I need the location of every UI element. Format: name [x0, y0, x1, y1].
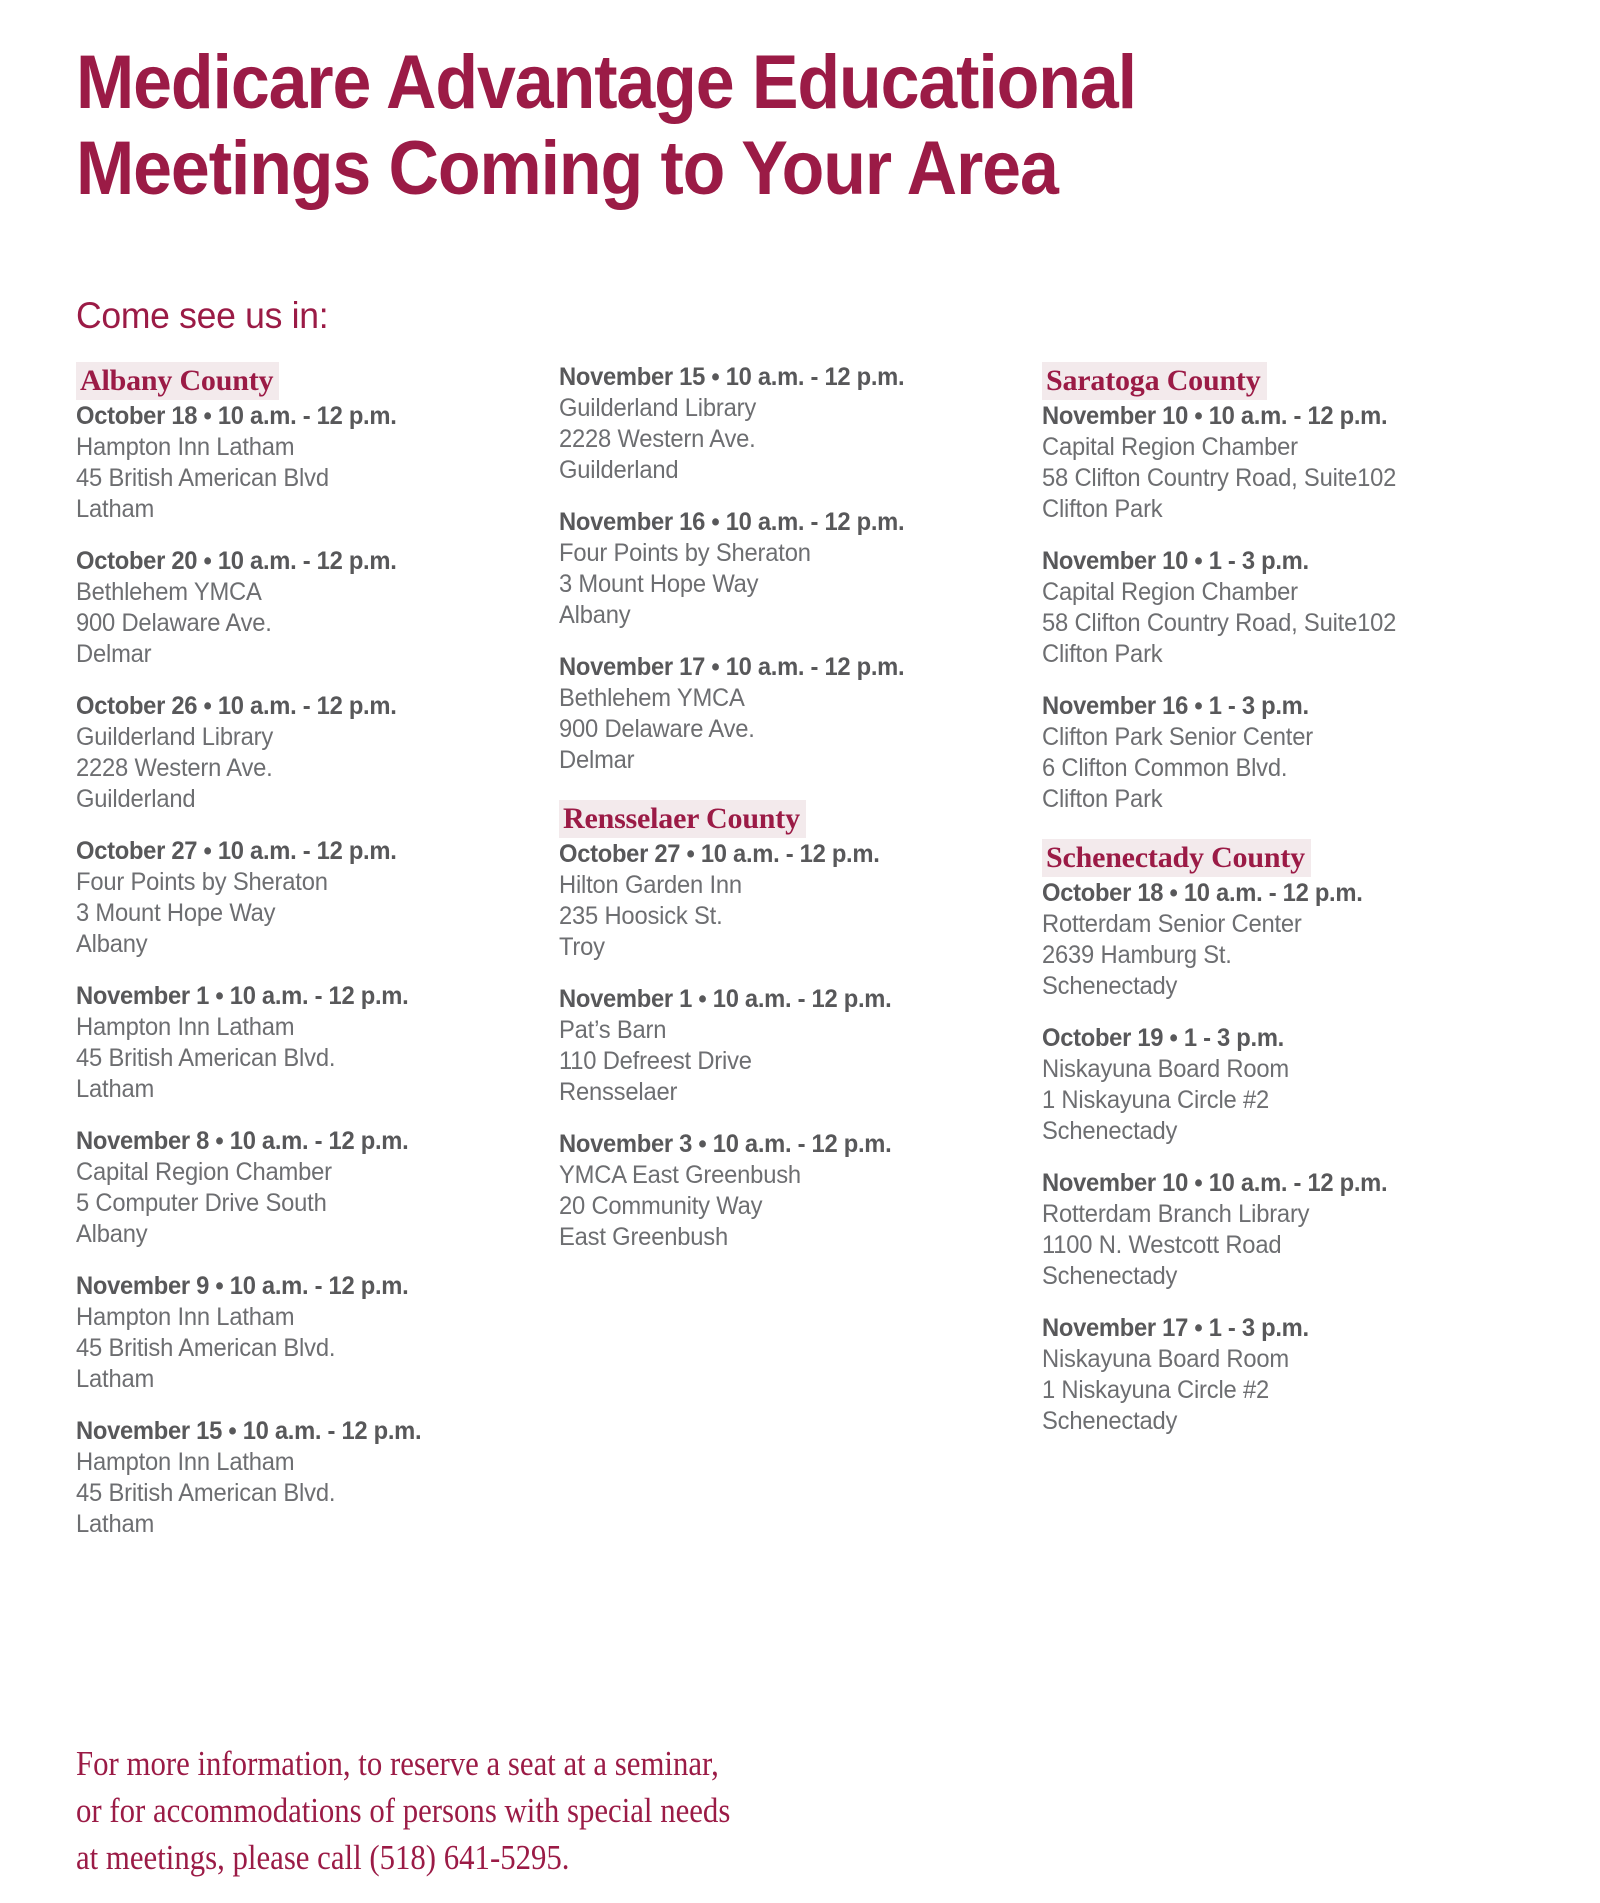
event-venue: Clifton Park Senior Center	[1042, 723, 1313, 751]
county-header: Schenectady County	[1042, 839, 1311, 877]
event-city: Latham	[76, 1510, 155, 1538]
event-venue: Niskayuna Board Room	[1042, 1055, 1290, 1083]
event-street: 3 Mount Hope Way	[76, 899, 276, 927]
event-venue: Niskayuna Board Room	[1042, 1345, 1290, 1373]
event-venue: Hampton Inn Latham	[76, 1303, 295, 1331]
event-venue: Capital Region Chamber	[1042, 433, 1298, 461]
event-date-time: November 10 • 1 - 3 p.m.	[1042, 547, 1309, 575]
event-city: Guilderland	[76, 785, 196, 813]
event-venue: Hilton Garden Inn	[559, 871, 742, 899]
county-header: Albany County	[76, 362, 279, 400]
event-street: 20 Community Way	[559, 1192, 763, 1220]
schedule-column	[76, 362, 481, 1540]
event-street: 2228 Western Ave.	[76, 754, 273, 782]
event-city: Guilderland	[559, 456, 679, 484]
event-venue: Capital Region Chamber	[1042, 578, 1298, 606]
county-block	[559, 800, 964, 1253]
event-entry	[559, 362, 964, 486]
page-title	[76, 40, 1536, 212]
event-city: Albany	[76, 1220, 148, 1248]
event-street: 6 Clifton Common Blvd.	[1042, 754, 1288, 782]
event-entry	[76, 546, 481, 670]
schedule-column	[559, 362, 964, 1253]
event-street: 58 Clifton Country Road, Suite102	[1042, 464, 1397, 492]
event-date-time: November 17 • 10 a.m. - 12 p.m.	[559, 653, 905, 681]
event-city: Troy	[559, 933, 605, 961]
event-date-time: October 27 • 10 a.m. - 12 p.m.	[76, 837, 397, 865]
event-city: Albany	[76, 930, 148, 958]
event-venue: Bethlehem YMCA	[559, 684, 745, 712]
event-date-time: October 20 • 10 a.m. - 12 p.m.	[76, 547, 397, 575]
event-entry	[559, 984, 964, 1108]
event-date-time: November 1 • 10 a.m. - 12 p.m.	[76, 982, 409, 1010]
event-entry	[559, 839, 964, 963]
footer-line-1: For more information, to reserve a seat at a seminar,	[76, 1744, 719, 1783]
event-city: Delmar	[76, 640, 152, 668]
county-block	[1042, 839, 1447, 1437]
event-entry	[76, 1271, 481, 1395]
event-street: 1 Niskayuna Circle #2	[1042, 1376, 1270, 1404]
event-entry	[76, 836, 481, 960]
event-city: Schenectady	[1042, 1407, 1178, 1435]
event-street: 1100 N. Westcott Road	[1042, 1231, 1282, 1259]
event-venue: Pat’s Barn	[559, 1016, 667, 1044]
event-date-time: November 10 • 10 a.m. - 12 p.m.	[1042, 1169, 1388, 1197]
schedule-columns	[76, 362, 1546, 1692]
event-entry	[559, 652, 964, 776]
event-street: 2228 Western Ave.	[559, 425, 756, 453]
county-block	[559, 362, 964, 776]
event-date-time: November 16 • 1 - 3 p.m.	[1042, 692, 1309, 720]
event-date-time: October 18 • 10 a.m. - 12 p.m.	[1042, 879, 1363, 907]
footer-line-2: or for accommodations of persons with special needs	[76, 1791, 731, 1830]
event-street: 45 British American Blvd.	[76, 1334, 336, 1362]
event-city: Latham	[76, 1075, 155, 1103]
event-street: 2639 Hamburg St.	[1042, 941, 1232, 969]
event-date-time: November 17 • 1 - 3 p.m.	[1042, 1314, 1309, 1342]
event-entry	[559, 1129, 964, 1253]
event-city: Clifton Park	[1042, 785, 1163, 813]
event-city: Schenectady	[1042, 1117, 1178, 1145]
event-entry	[1042, 1168, 1447, 1292]
event-entry	[76, 1416, 481, 1540]
event-entry	[1042, 691, 1447, 815]
event-venue: Guilderland Library	[559, 394, 757, 422]
event-venue: Four Points by Sheraton	[76, 868, 328, 896]
footer-line-3: at meetings, please call (518) 641-5295.	[76, 1838, 570, 1877]
event-city: Delmar	[559, 746, 635, 774]
event-street: 900 Delaware Ave.	[559, 715, 755, 743]
event-date-time: October 19 • 1 - 3 p.m.	[1042, 1024, 1284, 1052]
event-city: Albany	[559, 601, 631, 629]
event-street: 3 Mount Hope Way	[559, 570, 759, 598]
county-header: Rensselaer County	[559, 800, 806, 838]
event-date-time: November 10 • 10 a.m. - 12 p.m.	[1042, 402, 1388, 430]
event-date-time: November 15 • 10 a.m. - 12 p.m.	[76, 1417, 422, 1445]
event-venue: Guilderland Library	[76, 723, 274, 751]
county-block	[1042, 362, 1447, 815]
event-date-time: October 27 • 10 a.m. - 12 p.m.	[559, 840, 880, 868]
event-city: Rensselaer	[559, 1078, 678, 1106]
event-venue: Hampton Inn Latham	[76, 1013, 295, 1041]
event-city: Latham	[76, 1365, 155, 1393]
event-city: Schenectady	[1042, 1262, 1178, 1290]
event-street: 110 Defreest Drive	[559, 1047, 752, 1075]
event-street: 5 Computer Drive South	[76, 1189, 327, 1217]
page-title-line-2: Meetings Coming to Your Area	[76, 126, 1058, 211]
event-entry	[1042, 546, 1447, 670]
event-entry	[76, 1126, 481, 1250]
event-street: 45 British American Blvd	[76, 464, 329, 492]
event-venue: Rotterdam Senior Center	[1042, 910, 1302, 938]
event-venue: Capital Region Chamber	[76, 1158, 332, 1186]
event-city: Clifton Park	[1042, 640, 1163, 668]
event-entry	[76, 691, 481, 815]
event-street: 1 Niskayuna Circle #2	[1042, 1086, 1270, 1114]
event-venue: Rotterdam Branch Library	[1042, 1200, 1310, 1228]
event-street: 900 Delaware Ave.	[76, 609, 272, 637]
event-entry	[1042, 878, 1447, 1002]
event-city: Clifton Park	[1042, 495, 1163, 523]
event-date-time: November 8 • 10 a.m. - 12 p.m.	[76, 1127, 409, 1155]
event-entry	[1042, 1313, 1447, 1437]
event-street: 235 Hoosick St.	[559, 902, 723, 930]
event-date-time: October 26 • 10 a.m. - 12 p.m.	[76, 692, 397, 720]
event-venue: Four Points by Sheraton	[559, 539, 811, 567]
event-city: Schenectady	[1042, 972, 1178, 1000]
event-street: 58 Clifton Country Road, Suite102	[1042, 609, 1397, 637]
event-date-time: October 18 • 10 a.m. - 12 p.m.	[76, 402, 397, 430]
event-street: 45 British American Blvd.	[76, 1044, 336, 1072]
event-date-time: November 15 • 10 a.m. - 12 p.m.	[559, 363, 905, 391]
event-street: 45 British American Blvd.	[76, 1479, 336, 1507]
county-block	[76, 362, 481, 1540]
lead-in-text: Come see us in:	[76, 295, 329, 336]
schedule-column	[1042, 362, 1447, 1437]
event-entry	[76, 401, 481, 525]
event-venue: Hampton Inn Latham	[76, 433, 295, 461]
page-title-line-1: Medicare Advantage Educational	[76, 40, 1136, 125]
event-entry	[76, 981, 481, 1105]
event-date-time: November 16 • 10 a.m. - 12 p.m.	[559, 508, 905, 536]
event-venue: Hampton Inn Latham	[76, 1448, 295, 1476]
event-entry	[1042, 401, 1447, 525]
county-header: Saratoga County	[1042, 362, 1267, 400]
event-venue: Bethlehem YMCA	[76, 578, 262, 606]
event-date-time: November 9 • 10 a.m. - 12 p.m.	[76, 1272, 409, 1300]
event-date-time: November 1 • 10 a.m. - 12 p.m.	[559, 985, 892, 1013]
event-date-time: November 3 • 10 a.m. - 12 p.m.	[559, 1130, 892, 1158]
event-city: East Greenbush	[559, 1223, 728, 1251]
event-city: Latham	[76, 495, 155, 523]
event-entry	[1042, 1023, 1447, 1147]
event-venue: YMCA East Greenbush	[559, 1161, 801, 1189]
event-entry	[559, 507, 964, 631]
footer-contact	[76, 1740, 956, 1881]
